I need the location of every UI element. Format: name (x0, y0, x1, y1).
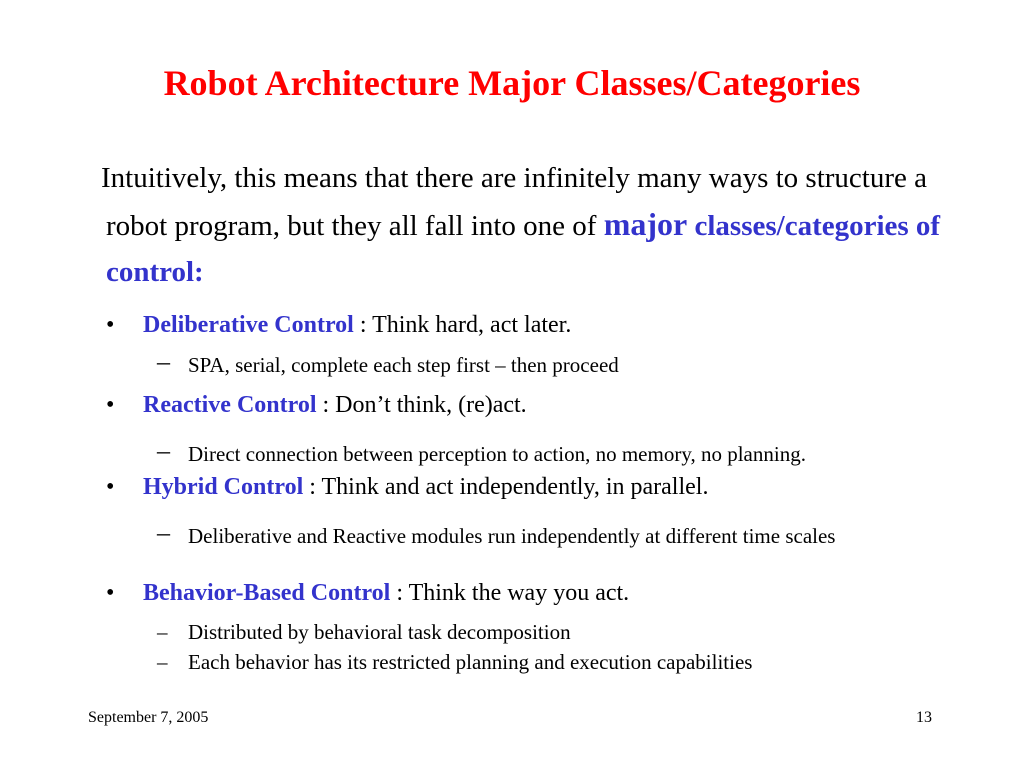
bullet-marker: • (106, 392, 115, 418)
sub-text: Deliberative and Reactive modules run independently at different time scales (188, 524, 836, 548)
bullet-deliberative (106, 310, 571, 340)
sub-text: Distributed by behavioral task decomposition (188, 620, 571, 644)
sub-marker: – (157, 620, 168, 644)
bullet-term: Deliberative Control (143, 312, 354, 338)
bullet-term: Reactive Control (143, 392, 317, 418)
slide-title: Robot Architecture Major Classes/Categories (163, 63, 861, 103)
bullet-description: : Think and act independently, in parallel. (303, 474, 709, 500)
sub-item (157, 436, 948, 466)
bullet-behavior-based (106, 578, 629, 608)
footer-page-number: 13 (916, 709, 932, 726)
bullet-term: Behavior-Based Control (143, 580, 391, 606)
intro-emphasis-rest: classes/categories of control: (106, 210, 941, 288)
bullet-reactive (106, 390, 527, 420)
sub-item (157, 650, 948, 674)
bullet-marker: • (106, 580, 115, 606)
sub-item (157, 620, 948, 644)
sub-text: SPA, serial, complete each step first – then proceed (188, 353, 619, 377)
footer-date: September 7, 2005 (88, 709, 209, 726)
intro-text: Intuitively, this means that there are infinitely many ways to structure a robot program, but they all fall into one of (101, 162, 927, 242)
sub-marker: – (157, 650, 168, 674)
bullet-description: : Think hard, act later. (353, 312, 572, 338)
bullet-term: Hybrid Control (143, 474, 304, 500)
sub-text: Each behavior has its restricted planning and execution capabilities (188, 650, 753, 674)
sub-item (157, 347, 948, 377)
intro-paragraph (101, 155, 966, 295)
bullet-description: : Don’t think, (re)act. (316, 392, 527, 418)
sub-marker: – (157, 436, 170, 465)
bullet-hybrid (106, 472, 708, 502)
bullet-marker: • (106, 312, 115, 338)
bullet-description: : Think the way you act. (390, 580, 630, 606)
sub-item (157, 518, 928, 548)
sub-text: Direct connection between perception to action, no memory, no planning. (188, 442, 806, 466)
sub-marker: – (157, 518, 170, 547)
intro-emphasis-major: major (603, 206, 688, 242)
sub-marker: – (157, 347, 170, 376)
bullet-marker: • (106, 474, 115, 500)
